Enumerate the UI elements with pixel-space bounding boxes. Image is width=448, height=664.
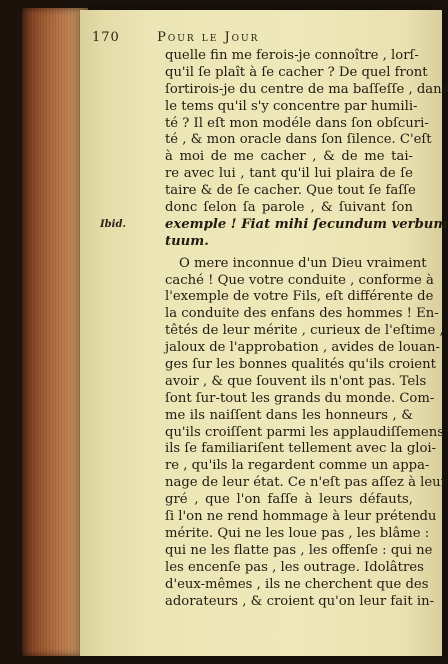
text-line: donc ſelon ſa parole , & ſuivant ſon bbox=[165, 200, 413, 216]
text-line: té ? Il eſt mon modéle dans ſon obſcuri- bbox=[165, 115, 429, 131]
text-line: l'exemple de votre Fils, eſt différente de bbox=[165, 289, 434, 305]
text-line: adorateurs , & croient qu'on leur fait in- bbox=[165, 593, 435, 609]
text-line: ſortirois-je du centre de ma baſſeſſe , dans bbox=[165, 81, 448, 97]
text-line: ſi l'on ne rend hommage à leur prétendu bbox=[165, 509, 437, 525]
paragraph-start: O mere inconnue d'un Dieu vraiment bbox=[179, 255, 427, 271]
text-line: têtés de leur mérite , curieux de l'eſtime , bbox=[165, 323, 444, 339]
text-line: nage de leur état. Ce n'eſt pas aſſez à leur bbox=[165, 475, 447, 491]
text-line: les encenſe pas , les outrage. Idolâtres bbox=[165, 559, 424, 575]
text-line: jaloux de l'approbation , avides de louan- bbox=[165, 340, 440, 356]
page-edge bbox=[22, 8, 88, 656]
text-line: gré , que l'on faſſe à leurs défauts, bbox=[165, 492, 413, 508]
text-line: qui ne les flatte pas , les offenſe : qui ne bbox=[165, 542, 433, 558]
running-title: Pour le Jour bbox=[157, 30, 260, 45]
text-line: avoir , & que ſouvent ils n'ont pas. Tels bbox=[165, 373, 427, 389]
text-line: caché ! Que votre conduite , conforme à bbox=[165, 272, 434, 288]
text-line: à moi de me cacher , & de me tai- bbox=[165, 149, 413, 165]
text-line-latin: tuum. bbox=[165, 233, 209, 249]
text-line: té , & mon oracle dans ſon ſilence. C'eſt bbox=[165, 132, 432, 148]
text-line: ſont ſur-tout les grands du monde. Com- bbox=[165, 390, 435, 406]
text-line: mérite. Qui ne les loue pas , les blâme : bbox=[165, 525, 430, 541]
text-line: re avec lui , tant qu'il lui plaira de ſe bbox=[165, 166, 413, 182]
text-line-latin: exemple ! Fiat mihi ſecundum verbum bbox=[165, 216, 448, 232]
text-line: d'eux-mêmes , ils ne cherchent que des bbox=[165, 576, 429, 592]
text-line: la conduite des enfans des hommes ! En- bbox=[165, 306, 439, 322]
text-line: ges ſur les bonnes qualités qu'ils croient bbox=[165, 357, 436, 373]
text-line: quelle fin me ferois-je connoître , lorſ- bbox=[165, 48, 419, 63]
text-line: qu'il ſe plaît à ſe cacher ? De quel front bbox=[165, 64, 428, 80]
text-line: qu'ils croiſſent parmi les applaudiſſemens: bbox=[165, 424, 448, 440]
body-text bbox=[165, 48, 448, 610]
text-line: re , qu'ils la regardent comme un appa- bbox=[165, 458, 430, 474]
margin-note: Ibid. bbox=[100, 219, 126, 230]
page-header bbox=[92, 30, 412, 45]
text-line: me ils naiſſent dans les honneurs , & bbox=[165, 407, 413, 423]
text-line: le tems qu'il s'y concentre par humili- bbox=[165, 98, 418, 114]
text-line: ils ſe familiariſent tellement avec la gloi- bbox=[165, 441, 437, 457]
page-number: 170 bbox=[92, 30, 120, 45]
text-line: taire & de ſe cacher. Que tout ſe faſſe bbox=[165, 183, 416, 199]
